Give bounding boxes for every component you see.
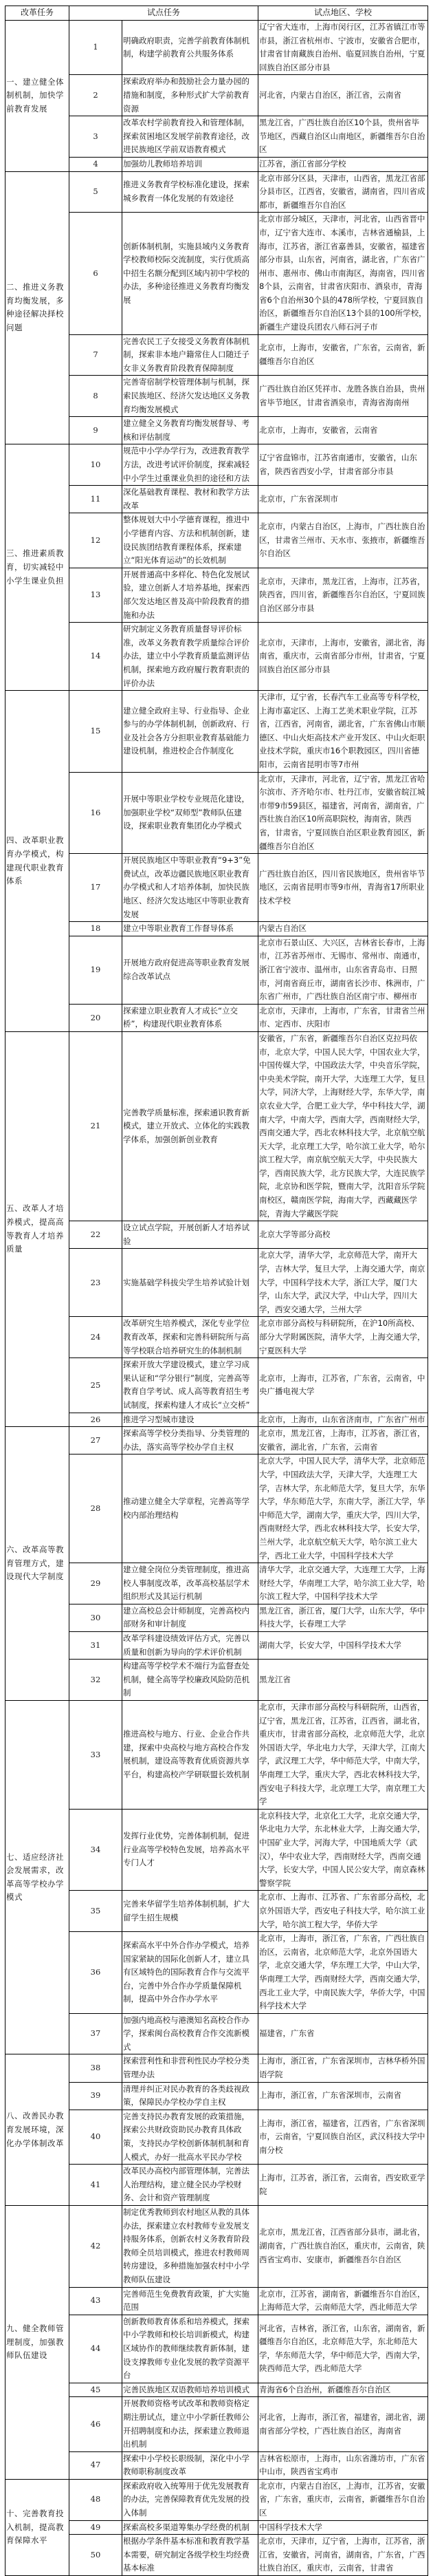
pilot-region-cell: 北京市，上海市，江苏省，广东省，云南省，中央广播电视大学 bbox=[258, 1358, 428, 1413]
pilot-region-cell: 上海市，江苏省，浙江省，云南省，西安欧亚学院 bbox=[258, 2165, 428, 2206]
table-row bbox=[5, 1660, 428, 1701]
pilot-number-cell: 25 bbox=[69, 1358, 122, 1413]
pilot-region-cell: 北京市，黑龙江省，江西省部分县市，湖北省，湖南省，广西壮族自治区，重庆市，云南省，陕西省宝鸡市、安康市，新疆维吾尔自治区 bbox=[258, 2206, 428, 2288]
table-row bbox=[5, 2535, 428, 2576]
pilot-region-cell: 北京市，上海市，浙江省，广东省，广西壮族自治区，云南省，北京师范大学，北京外国语大学，北京交通大学，华东理工大学，中山大学，华南理工大学，西南财经大学，西南交通大学，西北工业大学，中南民族大学，华侨大学，中国科学技术大学 bbox=[258, 1932, 428, 2014]
table-row bbox=[5, 2082, 428, 2110]
pilot-number-cell: 17 bbox=[69, 854, 122, 922]
pilot-region-cell: 北京市石景山区、大兴区，吉林省长春市，上海市，江苏省苏州市、无锡市、常州市、南通市，浙江省宁波市、温州市，山东省青岛市、日照市，河南省商丘市，湖南省长沙市、株洲市，广东省广州市，广西壮族自治区南宁市、柳州市 bbox=[258, 936, 428, 1004]
table-row bbox=[5, 1427, 428, 1455]
reform-category-cell: 九、健全教师管理制度，加强教师队伍建设 bbox=[5, 2206, 69, 2480]
pilot-task-cell: 完善师范生免费教育政策，扩大实施范围 bbox=[122, 2287, 258, 2315]
pilot-task-cell: 改革民办高校内部管理体制，完善法人治理结构，建立健全民办学校财务、会计和资产管理制度 bbox=[122, 2165, 258, 2206]
table-row bbox=[5, 513, 428, 568]
pilot-task-cell: 深化基础教育课程、教材和教学方法改革 bbox=[122, 486, 258, 513]
pilot-region-cell: 上海市，浙江省，福建省，江西省，广东省深圳市，云南省，宁夏回族自治区，武汉科技大学中南分校 bbox=[258, 2110, 428, 2164]
table-row bbox=[5, 1004, 428, 1031]
table-row bbox=[5, 1358, 428, 1413]
pilot-task-cell: 建立健全岗位分类管理制度，推进高校人事制度改革，改革高校基层学术组织形式及其运行机制 bbox=[122, 1563, 258, 1604]
table-row bbox=[5, 171, 428, 213]
pilot-region-cell: 吉林省松原市，上海市，山东省潍坊市，广东省中山市，陕西省宝鸡市 bbox=[258, 2451, 428, 2479]
pilot-task-cell: 建立健全义务教育均衡发展督导、考核和评估制度 bbox=[122, 417, 258, 444]
pilot-number-cell: 34 bbox=[69, 1809, 122, 1891]
pilot-task-cell: 完善来华留学生培养体制机制，扩大留学生招生规模 bbox=[122, 1891, 258, 1932]
table-row bbox=[5, 2520, 428, 2535]
table-row bbox=[5, 936, 428, 1004]
pilot-task-cell: 加强内地高校与港澳知名高校合作办学，探索闽台高校教育合作交流新模式 bbox=[122, 2013, 258, 2054]
table-row bbox=[5, 2315, 428, 2383]
reform-category-cell: 六、改革高等教育管理方式，建设现代大学制度 bbox=[5, 1427, 69, 1701]
pilot-task-cell: 完善支持民办教育发展的政策措施，探索公共财政资助民办教育具体政策，支持民办学校创新体制机制和育人模式，办好一批高水平民办学校 bbox=[122, 2110, 258, 2164]
table-row bbox=[5, 1701, 428, 1810]
pilot-task-cell: 创新体制机制，实施县域内义务教育学校教师校际交流制度，实行优质高中招生名额分配到区域内初中学校的办法，多种途径推进义务教育均衡发展 bbox=[122, 213, 258, 334]
pilot-task-cell: 开展地方政府促进高等职业教育发展综合改革试点 bbox=[122, 936, 258, 1004]
pilot-region-cell: 河北省，上海市，浙江省，福建省，湖北省，湖南省部分学校，广西壮族自治区，海南省 bbox=[258, 2397, 428, 2451]
pilot-task-cell: 建立高校总会计师制度，完善高校内部财务和审计制度 bbox=[122, 1604, 258, 1631]
table-header-row bbox=[5, 6, 428, 21]
pilot-number-cell: 12 bbox=[69, 513, 122, 568]
reform-category-cell: 七、适应经济社会发展需求，改革高等学校办学模式 bbox=[5, 1701, 69, 2054]
header-reform-task: 改革任务 bbox=[5, 6, 69, 21]
pilot-region-cell: 北京市部分城区，天津市，河北省，山西省晋中市，辽宁省大连市、本溪市，吉林省通榆县，上海市，江苏省，浙江省嘉善县，安徽省，福建省部分市县，山东省，河南省，湖北省，广东省广州市、惠州市、佛山市南海区，海南省，四川省8个县，云南省，甘肃省庆阳市、酒泉市，青海省6个自治州30个县的478所学校，宁夏回族自治区，新疆维吾尔自治区13个县的100所学校，新疆生产建设兵团农八师石河子市 bbox=[258, 213, 428, 334]
table-row bbox=[5, 1031, 428, 1221]
pilot-task-cell: 推进学习型城市建设 bbox=[122, 1413, 258, 1427]
pilot-region-cell: 青海省6个自治州，新疆维吾尔自治区 bbox=[258, 2383, 428, 2397]
pilot-number-cell: 5 bbox=[69, 171, 122, 213]
pilot-number-cell: 3 bbox=[69, 116, 122, 158]
pilot-number-cell: 46 bbox=[69, 2397, 122, 2451]
pilot-region-cell: 北京市，天津市部分高校与科研院所，山西省，辽宁省，黑龙江省，江苏省，江西省，湖北省，重庆市，甘肃省部分高校，北京师范大学，北京外国语大学，华北电力大学，天津大学，江南大学，武汉理工大学，华中师范大学，中南大学，华南理工大学，重庆大学，西北农林科技大学，西安电子科技大学，北京理工大学，南京理工大学 bbox=[258, 1701, 428, 1810]
pilot-region-cell: 北京科技大学，北京化工大学，北京交通大学，华北电力大学，东北林业大学，上海交通大学，中国矿业大学，河海大学，中国地质大学（武汉），华中农业大学，西南财经大学，西南交通大学，长安大学，中国人民公安大学，南京森林警察学院 bbox=[258, 1809, 428, 1891]
pilot-number-cell: 33 bbox=[69, 1701, 122, 1810]
pilot-task-cell: 开展普通高中多样化、特色化发展试验，建立创新人才培养基地，探索西部欠发达地区普及高中阶段教育的措施和办法 bbox=[122, 568, 258, 622]
pilot-region-cell: 黑龙江省，广西壮族自治区10个县，贵州省毕节地区，西藏自治区山南地区，新疆维吾尔自治区 bbox=[258, 116, 428, 158]
table-row bbox=[5, 1317, 428, 1358]
pilot-number-cell: 7 bbox=[69, 334, 122, 376]
pilot-number-cell: 20 bbox=[69, 1004, 122, 1031]
pilot-region-cell: 河北省，吉林省，浙江省，山东省，湖南省，新疆维吾尔自治区，北京师范大学，东北师范大学，华东师范大学，华中师范大学，西南大学，陕西师范大学，西北师范大学 bbox=[258, 2315, 428, 2383]
pilot-region-cell: 北京市，上海市，安徽省，广东省，云南省，新疆维吾尔自治区 bbox=[258, 334, 428, 376]
table-row bbox=[5, 2165, 428, 2206]
pilot-number-cell: 32 bbox=[69, 1660, 122, 1701]
table-body bbox=[5, 21, 428, 2576]
pilot-number-cell: 15 bbox=[69, 691, 122, 773]
table-row bbox=[5, 2383, 428, 2397]
pilot-region-cell: 黑龙江省 bbox=[258, 1660, 428, 1701]
reform-category-cell: 五、改革人才培养模式，提高高等教育人才培养质量 bbox=[5, 1031, 69, 1426]
pilot-region-cell: 北京大学等部分高校 bbox=[258, 1221, 428, 1249]
pilot-number-cell: 23 bbox=[69, 1249, 122, 1317]
pilot-region-cell: 北京市部分区县，天津市，山西省，黑龙江省部分县市区，江西省，安徽省，湖南省，四川省成都市，新疆维吾尔自治区 bbox=[258, 171, 428, 213]
pilot-number-cell: 27 bbox=[69, 1427, 122, 1455]
pilot-number-cell: 39 bbox=[69, 2082, 122, 2110]
pilot-region-cell: 北京市，天津市，上海市，安徽省，湖北省，海南省，重庆市，云南省部分市州，甘肃省，宁夏回族自治区部分市县 bbox=[258, 623, 428, 691]
pilot-task-cell: 推动建立健全大学章程，完善高等学校内部治理结构 bbox=[122, 1455, 258, 1563]
reform-category-cell: 四、改革职业教育办学模式，构建现代职业教育体系 bbox=[5, 691, 69, 1032]
table-row bbox=[5, 376, 428, 417]
pilot-region-cell: 北京市，广东省深圳市 bbox=[258, 486, 428, 513]
pilot-region-cell: 北京市，上海市，安徽省，云南省 bbox=[258, 417, 428, 444]
pilot-number-cell: 19 bbox=[69, 936, 122, 1004]
pilot-region-cell: 湖南大学，长安大学，中国科学技术大学 bbox=[258, 1632, 428, 1660]
table-row bbox=[5, 2013, 428, 2054]
pilot-number-cell: 24 bbox=[69, 1317, 122, 1358]
table-row bbox=[5, 2206, 428, 2288]
header-pilot-task: 试点任务 bbox=[69, 6, 258, 21]
pilot-region-cell: 辽宁省盘锦市，江苏省南通市，安徽省，山东省，陕西省西安小学，甘肃省部分市县 bbox=[258, 444, 428, 486]
pilot-number-cell: 50 bbox=[69, 2535, 122, 2576]
pilot-task-cell: 完善教学质量标准，探索通识教育新模式，建立开放式、立体化的实践教学体系，加强创新创业教育 bbox=[122, 1031, 258, 1221]
pilot-number-cell: 10 bbox=[69, 444, 122, 486]
pilot-region-cell: 内蒙古自治区 bbox=[258, 922, 428, 936]
table-row bbox=[5, 1455, 428, 1563]
pilot-region-cell: 安徽省，广东省，新疆维吾尔自治区克拉玛依市，北京大学，中国人民大学，中国农业大学，中国传媒大学，中国政法大学，中央音乐学院，中央美术学院，南开大学，大连理工大学，复旦大学，同济大学，上海财经大学，东华大学，南京农业大学，合肥工业大学，华中科技大学，湖南大学，中南大学，西南大学，西南财经大学，西南交通大学，西北农林科技大学，北京航空航天大学，北京理工大学，哈尔滨工业大学，哈尔滨工程大学，南京航空航天大学，中央民族大学，西南民族大学，北方民族大学，大连民族学院，北京协和医学院，暨南大学，沈阳音乐学院南校区，赣南医学院，海南大学，西藏藏医学院，青海大学藏医学院 bbox=[258, 1031, 428, 1221]
pilot-region-cell: 北京市，天津市，河北省，辽宁省，黑龙江省哈尔滨市、齐齐哈尔市、牡丹江市，安徽省皖江城市带9市59县区，福建省，河南省，湖南省，广西壮族自治区10所高职院校，海南省，陕西省，甘肃省，宁夏回族自治区职业教育园区，新疆维吾尔自治区 bbox=[258, 772, 428, 854]
pilot-region-cell: 辽宁省大连市，上海市闵行区，江苏省镇江市等市县，浙江省杭州市、宁波市，安徽省合肥市，甘肃省甘南藏族自治州、临夏回族自治州，宁夏回族自治区部分市县 bbox=[258, 21, 428, 75]
table-row bbox=[5, 1221, 428, 1249]
table-row bbox=[5, 568, 428, 622]
pilot-task-cell: 创新教师教育体系和培养模式，探索中小学教师和校长培训新模式，构建区域协作的教师继续教育新体制，建设支撑教师专业化发展的教学资源平台 bbox=[122, 2315, 258, 2383]
pilot-region-cell: 北京大学，中国人民大学，清华大学，北京师范大学，中国政法大学，天津大学，大连理工大学，吉林大学，东北师范大学，复旦大学，东华大学，华东师范大学，东南大学，浙江大学，华中师范大学，湖南大学，重庆大学，四川大学，西南财经大学，西北农林科技大学，长安大学，兰州大学，北京航空航天大学，哈尔滨工业大学，西北工业大学，中国科学技术大学 bbox=[258, 1455, 428, 1563]
pilot-task-cell: 建立健全政府主导、行业指导、企业参与的办学体制机制，创新政府、行业及社会各方分担职业教育基础能力建设机制，推进校企合作制度化 bbox=[122, 691, 258, 773]
pilot-task-cell: 完善寄宿制学校管理体制与机制，探索民族地区、经济欠发达地区义务教育均衡发展模式 bbox=[122, 376, 258, 417]
pilot-task-cell: 根据办学条件基本标准和教育教学基本需要，研究制定各级学校生均经费基本标准 bbox=[122, 2535, 258, 2576]
pilot-number-cell: 9 bbox=[69, 417, 122, 444]
pilot-region-cell: 黑龙江省，浙江省，厦门大学，山东大学，华中科技大学，长春理工大学 bbox=[258, 1604, 428, 1631]
pilot-number-cell: 29 bbox=[69, 1563, 122, 1604]
pilot-number-cell: 31 bbox=[69, 1632, 122, 1660]
pilot-region-cell: 福建省，广东省 bbox=[258, 2013, 428, 2054]
pilot-task-cell: 明确政府职责，完善学前教育体制机制，构建学前教育公共服务体系 bbox=[122, 21, 258, 75]
pilot-task-cell: 研究制定义务教育质量督导评价标准，改革义务教育教学质量综合评价办法，建立中小学教育质量监测评估机制，探索地方政府履行教育职责的评价办法 bbox=[122, 623, 258, 691]
table-row bbox=[5, 2397, 428, 2451]
pilot-region-cell: 北京市，黑龙江省，上海市，江苏省，浙江省，安徽省，湖北省，广东省，云南省 bbox=[258, 1427, 428, 1455]
pilot-number-cell: 4 bbox=[69, 157, 122, 171]
pilot-task-cell: 探索高等学校分类指导、分类管理的办法，落实高等学校办学自主权 bbox=[122, 1427, 258, 1455]
table-row bbox=[5, 486, 428, 513]
pilot-task-cell: 探索政府举办和鼓励社会力量办园的措施和制度，多种形式扩大学前教育资源 bbox=[122, 75, 258, 116]
pilot-number-cell: 1 bbox=[69, 21, 122, 75]
table-row bbox=[5, 444, 428, 486]
pilot-region-cell: 北京市，内蒙古自治区，上海市，江苏省，安徽省，广东省，重庆市，云南省，新疆维吾尔自治区 bbox=[258, 2479, 428, 2520]
pilot-task-cell: 开展教师资格考试改革和教师资格定期注册试点，建立中小学新任教师公开招聘制度和办法，探索建立教师退出机制 bbox=[122, 2397, 258, 2451]
table-row bbox=[5, 1249, 428, 1317]
pilot-region-cell: 河北省，内蒙古自治区，浙江省，云南省 bbox=[258, 75, 428, 116]
pilot-region-cell: 上海市，浙江省，广东省深圳市，吉林华桥外国语学院 bbox=[258, 2054, 428, 2082]
pilot-number-cell: 49 bbox=[69, 2520, 122, 2535]
table-row bbox=[5, 2451, 428, 2479]
table-row bbox=[5, 1891, 428, 1932]
pilot-task-cell: 探索建立职业教育人才成长“立交桥”，构建现代职业教育体系 bbox=[122, 1004, 258, 1031]
table-row bbox=[5, 116, 428, 158]
pilot-number-cell: 38 bbox=[69, 2054, 122, 2082]
table-row bbox=[5, 1413, 428, 1427]
pilot-task-cell: 改革学科建设绩效评估方式，完善以质量和创新为导向的学术评价机制 bbox=[122, 1632, 258, 1660]
pilot-region-cell: 天津市，辽宁省，长春汽车工业高等专科学校，上海市嘉定区、上海工艺美术职业学院，江苏省，江西省，河南省，湖北省，广东省佛山市顺德区、中山火炬高技术产业开发区、中山火炬职业技术学院，重庆市16个职教园区，四川省德阳市，云南省昆明市等7市州 bbox=[258, 691, 428, 773]
pilot-region-cell: 北京市、上海市、江苏省、广东省部分高校，北京外国语大学，西安电子科技大学，哈尔滨工业大学，哈尔滨工程大学，华侨大学 bbox=[258, 1891, 428, 1932]
pilot-task-cell: 构建高等学校学术不端行为监督查处机制，健全高等学校廉政风险防范机制 bbox=[122, 1660, 258, 1701]
pilot-region-cell: 北京市部分高校与科研院所，在沪10所高校、部分大学附属医院，清华大学，上海交通大学，宁夏医科大学 bbox=[258, 1317, 428, 1358]
table-row bbox=[5, 75, 428, 116]
pilot-task-cell: 实施基础学科拔尖学生培养试验计划 bbox=[122, 1249, 258, 1317]
pilot-number-cell: 48 bbox=[69, 2479, 122, 2520]
pilot-number-cell: 26 bbox=[69, 1413, 122, 1427]
pilot-region-cell: 北京市，江苏省，湖南省，新疆维吾尔自治区，上海师范大学，云南师范大学，西北师范大学 bbox=[258, 2287, 428, 2315]
pilot-task-cell: 清理并纠正对民办教育的各类歧视政策，保障民办学校办学自主权 bbox=[122, 2082, 258, 2110]
header-pilot-region: 试点地区、学校 bbox=[258, 6, 428, 21]
table-row bbox=[5, 922, 428, 936]
pilot-number-cell: 28 bbox=[69, 1455, 122, 1563]
pilot-task-cell: 推进高校与地方、行业、企业合作共建，探索中央高校与地方高校合作发展机制，建设高等教育优质资源共享平台，构建高校产学研联盟长效机制 bbox=[122, 1701, 258, 1810]
pilot-number-cell: 13 bbox=[69, 568, 122, 622]
table-row bbox=[5, 1932, 428, 2014]
reform-category-cell: 二、推进义务教育均衡发展，多种途径解决择校问题 bbox=[5, 171, 69, 444]
pilot-number-cell: 45 bbox=[69, 2383, 122, 2397]
pilot-number-cell: 43 bbox=[69, 2287, 122, 2315]
pilot-number-cell: 21 bbox=[69, 1031, 122, 1221]
pilot-task-cell: 完善民族地区双语教师培养培训模式 bbox=[122, 2383, 258, 2397]
pilot-number-cell: 30 bbox=[69, 1604, 122, 1631]
pilot-region-cell: 广西壮族自治区凭祥市、龙胜各族自治县，贵州省毕节地区，甘肃省酒泉市，青海省海南州 bbox=[258, 376, 428, 417]
pilot-task-cell: 发挥行业优势，完善体制机制，促进行业高等学校特色发展，培养高水平专门人才 bbox=[122, 1809, 258, 1891]
pilot-number-cell: 16 bbox=[69, 772, 122, 854]
table-row bbox=[5, 623, 428, 691]
table-row bbox=[5, 334, 428, 376]
pilot-task-cell: 探索高校多渠道筹集办学经费的机制 bbox=[122, 2520, 258, 2535]
reform-category-cell: 八、改善民办教育发展环境，深化办学体制改革 bbox=[5, 2054, 69, 2206]
pilot-number-cell: 41 bbox=[69, 2165, 122, 2206]
pilot-region-cell: 江苏省，浙江省部分学校 bbox=[258, 157, 428, 171]
pilot-region-cell: 北京市，天津市，辽宁省，上海市，江苏省，浙江省，安徽省，河南省，湖南省，广东省，广西壮族自治区，重庆市，云南省，甘肃省 bbox=[258, 2535, 428, 2576]
pilot-task-cell: 制定优秀教师到农村地区从教的具体办法，探索建立农村教师专业发展支持服务体系，创新农村义务教育阶段教师全员培训模式，推进农村教师周转房建设，多种措施加强农村中小学教师队伍建设 bbox=[122, 2206, 258, 2288]
pilot-task-cell: 建立中等职业教育工作督导体系 bbox=[122, 922, 258, 936]
table-row bbox=[5, 854, 428, 922]
table-row bbox=[5, 2287, 428, 2315]
pilot-task-cell: 探索高水平中外合作办学模式，培养国家紧缺的国际化创新人才，建立具有区域特色的国际教育合作与交流平台，完善中外合作办学质量保障机制，提高中外合作办学水平 bbox=[122, 1932, 258, 2014]
reform-pilot-table bbox=[5, 6, 428, 2576]
pilot-task-cell: 探索政府收入统筹用于优先发展教育的办法，完善保障教育优先发展的投入体制 bbox=[122, 2479, 258, 2520]
pilot-number-cell: 40 bbox=[69, 2110, 122, 2164]
pilot-task-cell: 改革农村学前教育投入和管理体制，探索贫困地区发展学前教育途径，改进民族地区学前双语教育模式 bbox=[122, 116, 258, 158]
table-row bbox=[5, 2479, 428, 2520]
reform-category-cell: 一、建立健全体制机制，加快学前教育发展 bbox=[5, 21, 69, 172]
pilot-region-cell: 上海市，浙江省，广东省深圳市，云南省 bbox=[258, 2082, 428, 2110]
pilot-number-cell: 44 bbox=[69, 2315, 122, 2383]
pilot-task-cell: 设立试点学院，开展创新人才培养试验 bbox=[122, 1221, 258, 1249]
pilot-region-cell: 中国科学技术大学 bbox=[258, 2520, 428, 2535]
pilot-number-cell: 22 bbox=[69, 1221, 122, 1249]
pilot-number-cell: 18 bbox=[69, 922, 122, 936]
table-row bbox=[5, 1563, 428, 1604]
table-row bbox=[5, 417, 428, 444]
pilot-task-cell: 加强幼儿教师培养培训 bbox=[122, 157, 258, 171]
pilot-region-cell: 北京市，内蒙古自治区，上海市，广西壮族自治区，甘肃省兰州市、天水市、张掖市，新疆维吾尔自治区 bbox=[258, 513, 428, 568]
pilot-region-cell: 北京大学，清华大学，北京师范大学，南开大学，吉林大学，复旦大学，上海交通大学，南京大学，中国科学技术大学，浙江大学，厦门大学，山东大学，武汉大学，中山大学，四川大学，西安交通大学，兰州大学 bbox=[258, 1249, 428, 1317]
table-row bbox=[5, 772, 428, 854]
pilot-region-cell: 北京市，天津市，黑龙江省，上海市，江苏省，陕西省，四川省，新疆维吾尔自治区，宁夏回族自治区部分市县 bbox=[258, 568, 428, 622]
pilot-number-cell: 2 bbox=[69, 75, 122, 116]
pilot-region-cell: 北京市，天津市，上海市，广东省，甘肃省兰州市、定西市、庆阳市 bbox=[258, 1004, 428, 1031]
pilot-task-cell: 整体规划大中小学德育课程，推进中小学德育内容、方法和机制创新，建设民族团结教育课程体系，探索建立“阳光体育运动”的长效机制 bbox=[122, 513, 258, 568]
pilot-number-cell: 36 bbox=[69, 1932, 122, 2014]
reform-category-cell: 三、推进素质教育，切实减轻中小学生课业负担 bbox=[5, 444, 69, 691]
pilot-task-cell: 探索营利性和非营利性民办学校分类管理办法 bbox=[122, 2054, 258, 2082]
pilot-number-cell: 35 bbox=[69, 1891, 122, 1932]
pilot-number-cell: 42 bbox=[69, 2206, 122, 2288]
pilot-region-cell: 北京市，上海市，山东省济南市，广东省广州市 bbox=[258, 1413, 428, 1427]
pilot-number-cell: 37 bbox=[69, 2013, 122, 2054]
pilot-task-cell: 推进义务教育学校标准化建设，探索城乡教育一体化发展的有效途径 bbox=[122, 171, 258, 213]
pilot-number-cell: 47 bbox=[69, 2451, 122, 2479]
table-row bbox=[5, 1604, 428, 1631]
pilot-task-cell: 开展民族地区中等职业教育“9+3”免费试点，改革边疆民族地区职业教育办学模式和人才培养体制，加快民族地区、经济欠发达地区中等职业教育发展 bbox=[122, 854, 258, 922]
pilot-task-cell: 探索开放大学建设模式，建立学习成果认证和“学分银行”制度，完善高等教育自学考试、成人高等教育招生考试制度，探索构建人才成长“立交桥” bbox=[122, 1358, 258, 1413]
reform-pilot-table-container bbox=[5, 6, 428, 2576]
pilot-region-cell: 清华大学，北京交通大学，大连理工大学，上海财经大学，华南理工大学，哈尔滨工业大学，哈尔滨工程大学，中国科学技术大学 bbox=[258, 1563, 428, 1604]
reform-category-cell: 十、完善教育投入机制，提高教育保障水平 bbox=[5, 2479, 69, 2575]
table-row bbox=[5, 1632, 428, 1660]
table-row bbox=[5, 691, 428, 773]
pilot-number-cell: 14 bbox=[69, 623, 122, 691]
table-row bbox=[5, 2054, 428, 2082]
pilot-task-cell: 完善农民工子女接受义务教育体制机制，探索非本地户籍常住人口随迁子女非义务教育阶段教育保障制度 bbox=[122, 334, 258, 376]
pilot-task-cell: 开展中等职业学校专业规范化建设，加强职业学校“双师型”教师队伍建设，探索职业教育集团化办学模式 bbox=[122, 772, 258, 854]
pilot-number-cell: 8 bbox=[69, 376, 122, 417]
pilot-task-cell: 探索中小学校长职级制，深化中小学教师职称制度改革 bbox=[122, 2451, 258, 2479]
pilot-task-cell: 改革研究生培养模式，深化专业学位教育改革，探索和完善科研院所与高等学校联合培养研究生的体制机制 bbox=[122, 1317, 258, 1358]
pilot-region-cell: 广西壮族自治区，四川省民族地区，贵州省毕节地区，云南省昆明市等9市州，青海省17所职业技术学校 bbox=[258, 854, 428, 922]
table-row bbox=[5, 1809, 428, 1891]
pilot-number-cell: 11 bbox=[69, 486, 122, 513]
table-row bbox=[5, 21, 428, 75]
table-row bbox=[5, 213, 428, 334]
table-row bbox=[5, 2110, 428, 2164]
pilot-task-cell: 规范中小学办学行为，改进教育教学方法，改进考试评价制度，探索减轻中小学生过重课业负担的途径和方法 bbox=[122, 444, 258, 486]
table-row bbox=[5, 157, 428, 171]
pilot-number-cell: 6 bbox=[69, 213, 122, 334]
